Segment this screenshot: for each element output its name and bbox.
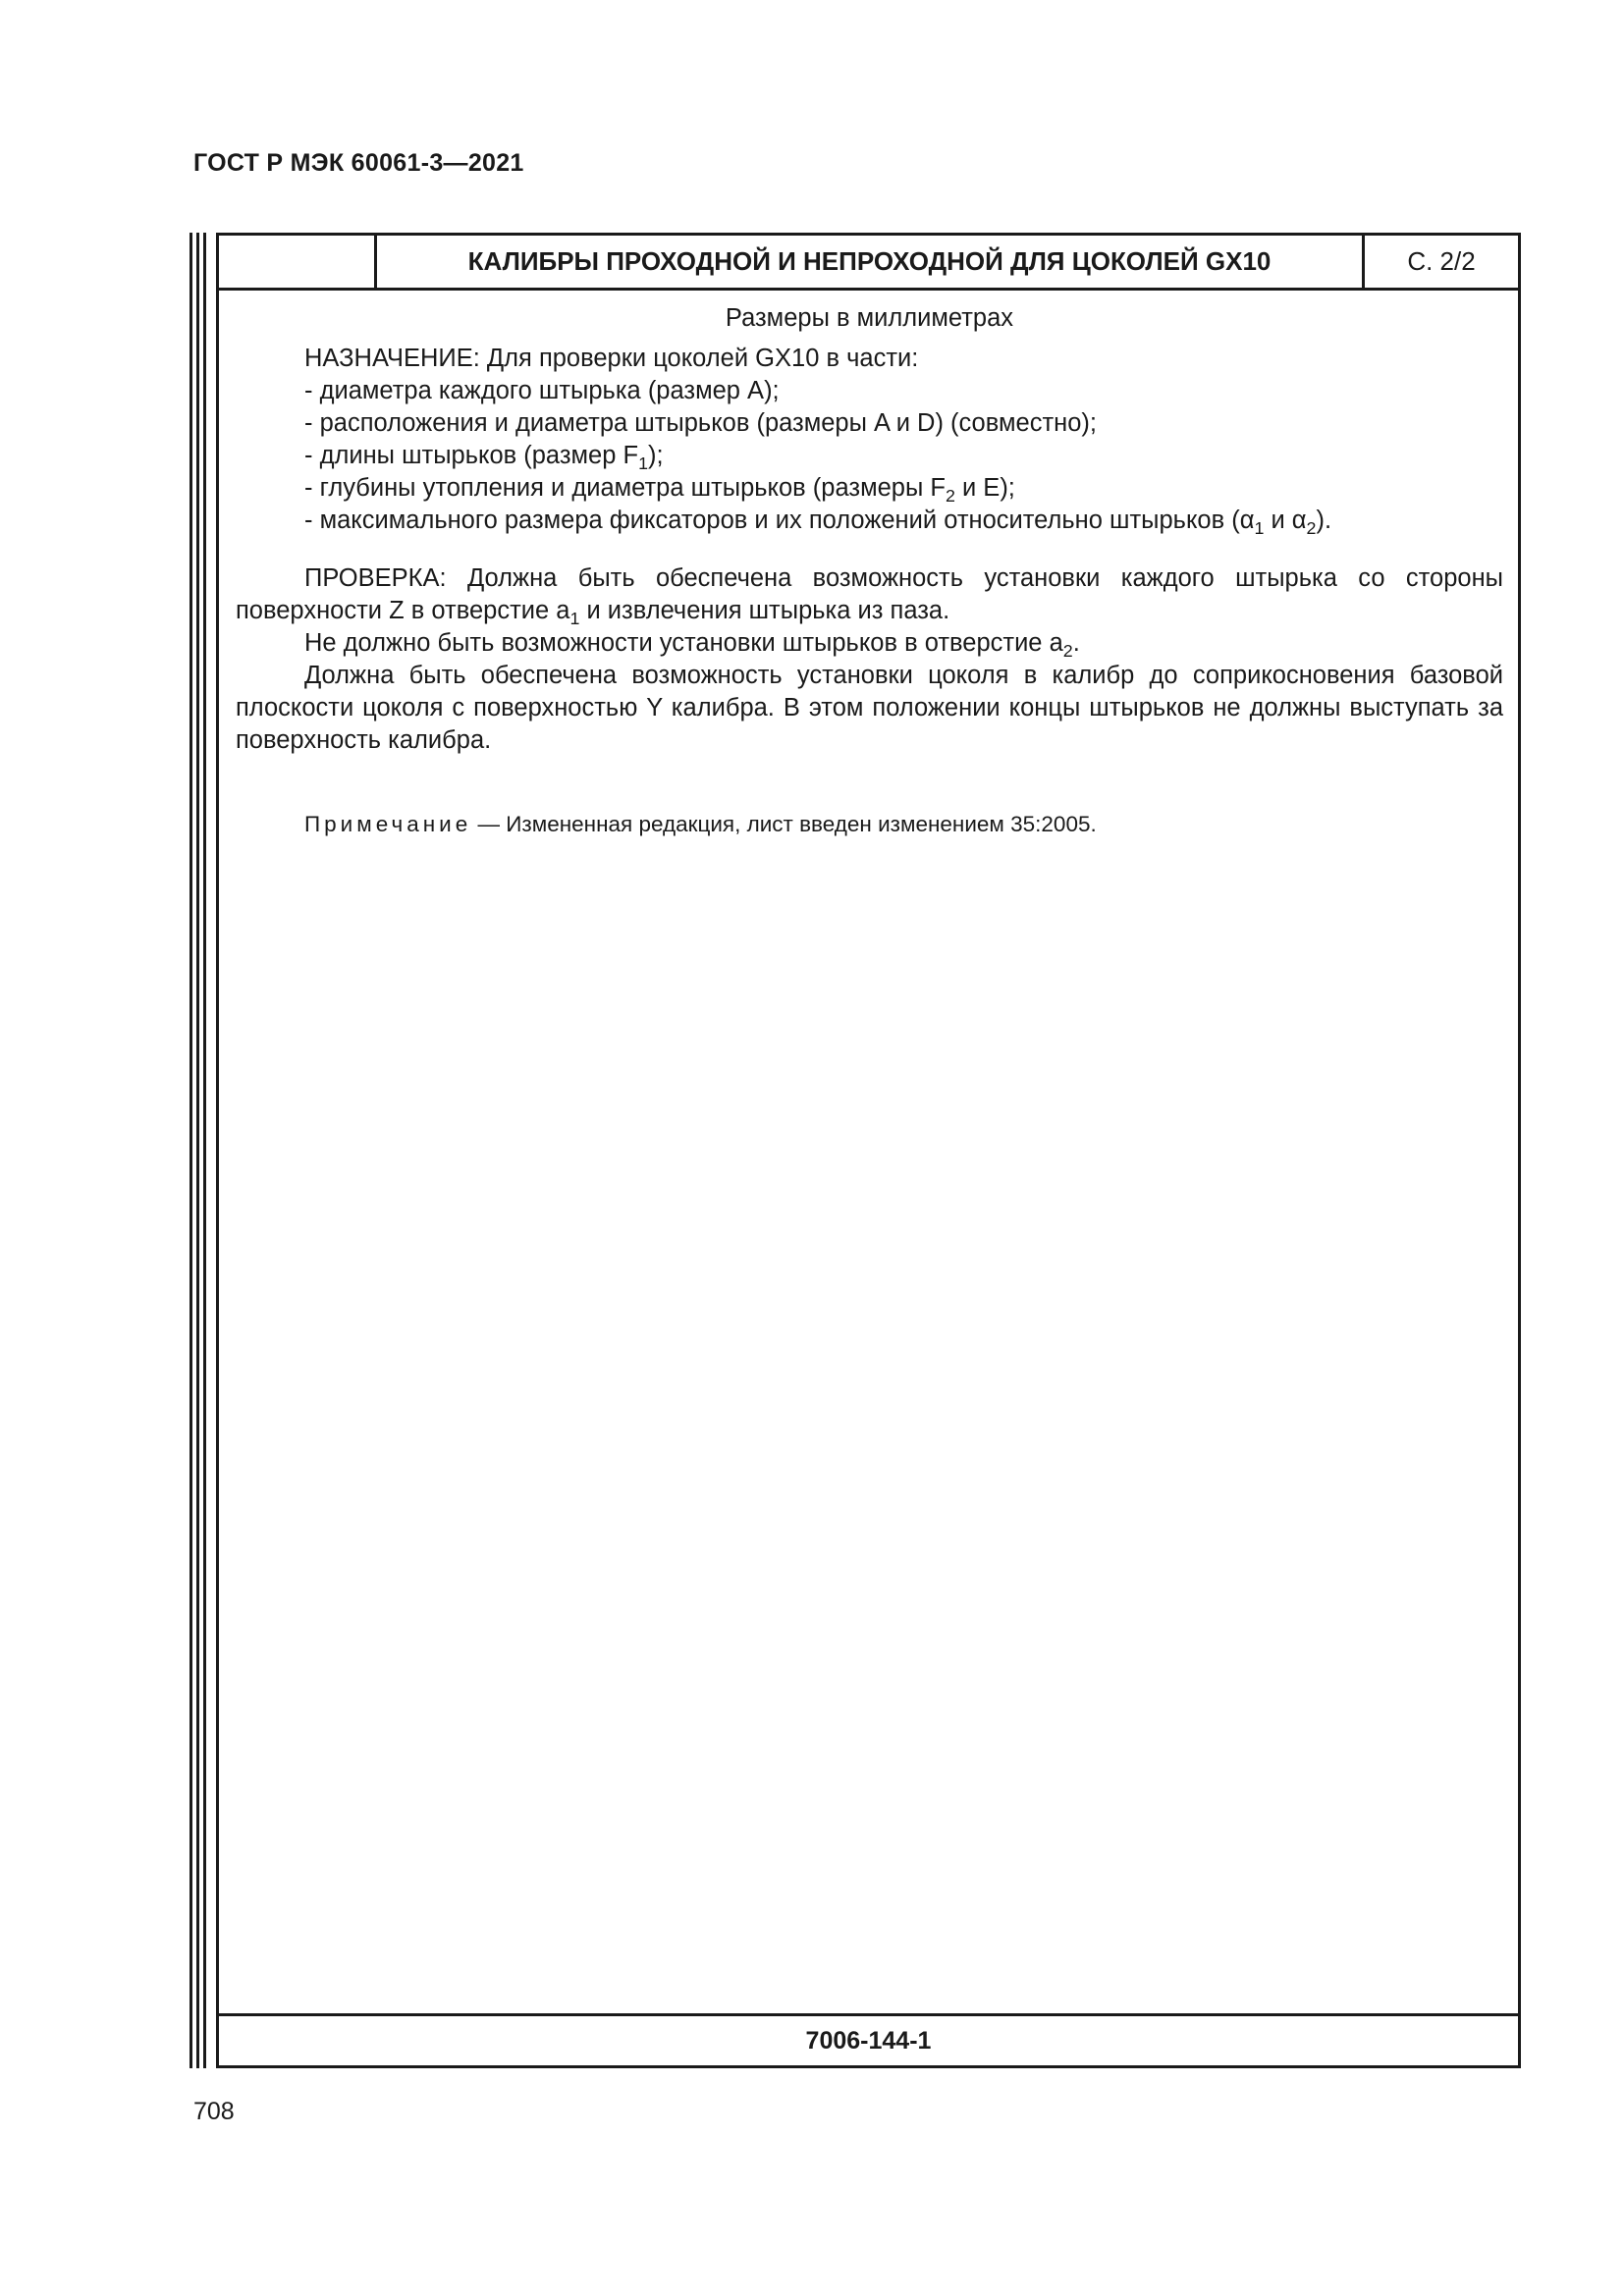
text: ); [648,442,664,469]
spacer [236,537,1503,562]
sheet-frame [216,233,1521,2068]
note-text: — Измененная редакция, лист введен изменением 35:2005. [471,812,1097,836]
title-row [219,236,1518,291]
text: . [1072,629,1080,657]
subscript: 2 [945,486,955,507]
subscript: 2 [1062,641,1073,662]
units-note: Размеры в миллиметрах [725,304,1014,332]
purpose-item: - диаметра каждого штырька (размер A); [304,377,780,404]
sheet-content [236,302,1503,840]
subscript: 1 [1254,518,1265,539]
text: Не должно быть возможности установки штырьков в отверстие a [304,629,1063,657]
text: - длины штырьков (размер F [304,442,639,469]
note-label: Примечание [304,812,472,836]
subscript: 1 [569,609,580,629]
note [236,808,1503,840]
purpose-item [236,440,1503,472]
text: и α [1264,507,1307,534]
text: - максимального размера фиксаторов и их положений относительно штырьков (α [304,507,1255,534]
title-blank-cell [219,236,377,288]
subscript: 2 [1306,518,1317,539]
subscript: 1 [638,454,649,474]
fit-paragraph: Должна быть обеспечена возможность установки цоколя в калибр до соприкосновения базовой плоскости цоколя с поверхностью Y калибра. В этом положении концы штырьков не должны выступать за поверхность калибра. [236,662,1503,754]
sheet-page: С. 2/2 [1407,246,1476,276]
check-paragraph [236,562,1503,627]
text: - глубины утопления и диаметра штырьков (размеры F [304,474,946,502]
margin-line [189,233,192,2068]
margin-line [203,233,206,2068]
purpose-item [236,472,1503,505]
text: ПРОВЕРКА: Должна быть обеспечена возможность установки каждого штырька со стороны поверхности Z в отверстие a [236,564,1503,624]
purpose-heading: НАЗНАЧЕНИЕ: Для проверки цоколей GX10 в части: [304,345,919,372]
text: и извлечения штырька из паза. [579,597,950,624]
sheet-code: 7006-144-1 [219,2013,1518,2065]
text: ). [1316,507,1332,534]
text: и E); [954,474,1015,502]
purpose-item: - расположения и диаметра штырьков (размеры A и D) (совместно); [304,409,1097,437]
purpose-item [236,505,1503,537]
margin-line [196,233,199,2068]
sheet-title: КАЛИБРЫ ПРОХОДНОЙ И НЕПРОХОДНОЙ ДЛЯ ЦОКОЛЕЙ GX10 [377,236,1365,288]
page-number: 708 [193,2098,235,2125]
standard-header: ГОСТ Р МЭК 60061-3—2021 [193,149,524,177]
not-possible-paragraph [236,627,1503,660]
